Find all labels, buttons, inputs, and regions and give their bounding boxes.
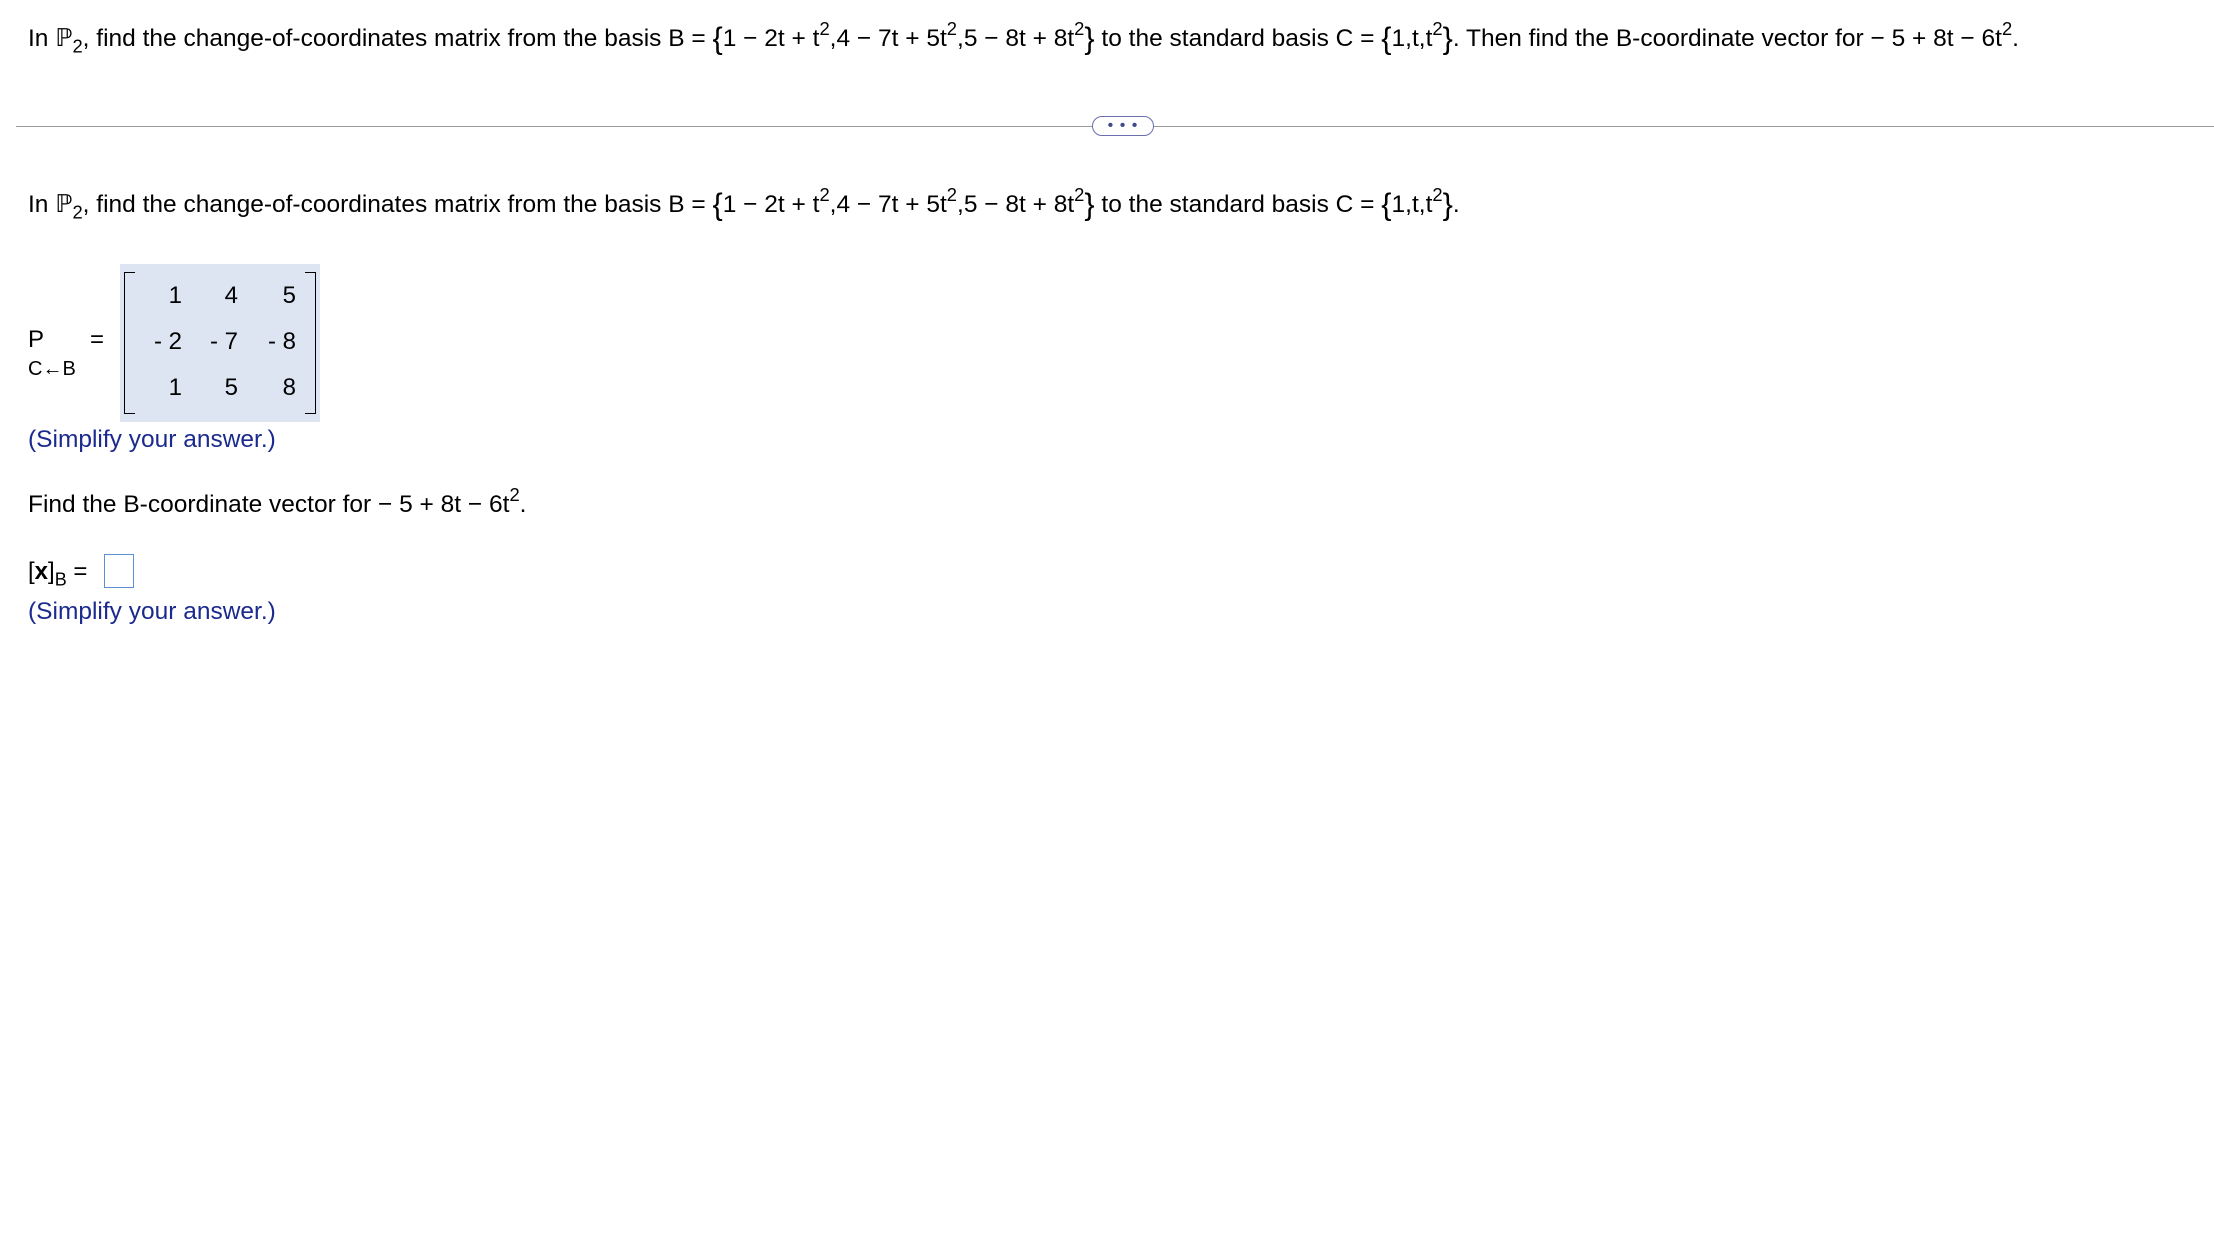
matrix-right-bracket xyxy=(305,272,316,414)
part1-question xyxy=(28,183,1460,223)
matrix-cell: 5 xyxy=(282,282,296,309)
label-subscript: B xyxy=(54,569,67,590)
basis-c-open-brace: { xyxy=(1381,187,1392,222)
basis-b-vector-3: ,5 − 8t + 8t xyxy=(957,191,1075,218)
space-symbol: ℙ xyxy=(55,191,73,218)
basis-c-open-brace: { xyxy=(1381,21,1392,56)
matrix-cell: 4 xyxy=(224,282,238,309)
target-polynomial: − 5 + 8t − 6t xyxy=(377,491,510,518)
basis-b-open-brace: { xyxy=(712,21,723,56)
basis-b-vector-3: ,5 − 8t + 8t xyxy=(957,25,1075,52)
basis-b-open-brace: { xyxy=(712,187,723,222)
exponent: 2 xyxy=(509,483,520,505)
coordinate-vector-label xyxy=(28,558,88,590)
matrix-cell: - 2 xyxy=(153,328,182,355)
matrix-cell: - 8 xyxy=(267,328,296,355)
part2-prompt: Find the B-coordinate vector for xyxy=(28,491,378,518)
basis-b-vector-2: ,4 − 7t + 5t xyxy=(829,191,947,218)
period: . xyxy=(1452,191,1460,218)
exponent: 2 xyxy=(1432,183,1443,205)
basis-c: 1,t,t xyxy=(1391,191,1433,218)
matrix-cell: - 7 xyxy=(209,328,238,355)
exponent: 2 xyxy=(946,17,958,39)
label-x: x xyxy=(34,558,49,585)
matrix-equals: = xyxy=(90,326,105,353)
exponent: 2 xyxy=(819,183,830,205)
basis-c-close-brace: } xyxy=(1442,187,1453,222)
exponent: 2 xyxy=(946,183,958,205)
header-intro: In xyxy=(28,25,56,52)
basis-b-vector-2: ,4 − 7t + 5t xyxy=(829,25,947,52)
basis-c: 1,t,t xyxy=(1391,25,1433,52)
exponent: 2 xyxy=(1432,17,1443,39)
change-of-coordinates-matrix[interactable] xyxy=(120,264,320,422)
header-to-standard: to the standard basis C = xyxy=(1094,25,1382,52)
coordinate-vector-input[interactable] xyxy=(104,554,134,588)
part2-question xyxy=(28,483,527,519)
matrix-cell: 5 xyxy=(224,374,238,401)
exponent: 2 xyxy=(819,17,830,39)
label-open-bracket: [ xyxy=(28,558,35,585)
matrix-label: P xyxy=(28,326,45,353)
space-subscript: 2 xyxy=(72,201,83,223)
exponent: 2 xyxy=(1074,183,1085,205)
space-subscript: 2 xyxy=(72,35,83,57)
period: . xyxy=(2012,25,2019,52)
basis-c-close-brace: } xyxy=(1442,21,1453,56)
basis-b-vector-1: 1 − 2t + t xyxy=(722,191,820,218)
header-then-text: . Then find the B-coordinate vector for xyxy=(1452,25,1871,52)
simplify-hint-1: (Simplify your answer.) xyxy=(28,426,276,453)
basis-b-vector-1: 1 − 2t + t xyxy=(722,25,820,52)
matrix-cell: 1 xyxy=(168,374,182,401)
exponent: 2 xyxy=(2001,17,2013,39)
simplify-hint-2: (Simplify your answer.) xyxy=(28,598,276,625)
part1-to-standard: to the standard basis C = xyxy=(1094,191,1382,218)
matrix-subscript: C←B xyxy=(28,358,76,380)
part1-mid: , find the change-of-coordinates matrix from the basis B = xyxy=(82,191,713,218)
show-more-button[interactable]: • • • xyxy=(1092,116,1154,136)
matrix-cell: 1 xyxy=(168,282,182,309)
period: . xyxy=(519,491,527,518)
basis-b-close-brace: } xyxy=(1084,21,1095,56)
question-header xyxy=(28,17,2019,57)
label-close-bracket: ] xyxy=(48,558,55,585)
label-equals: = xyxy=(66,558,88,585)
basis-b-close-brace: } xyxy=(1084,187,1095,222)
header-mid: , find the change-of-coordinates matrix from the basis B = xyxy=(82,25,713,52)
matrix-cell: 8 xyxy=(282,374,296,401)
exponent: 2 xyxy=(1074,17,1085,39)
target-polynomial: − 5 + 8t − 6t xyxy=(1870,25,2002,52)
part1-intro: In xyxy=(28,191,56,218)
space-symbol: ℙ xyxy=(55,25,73,52)
